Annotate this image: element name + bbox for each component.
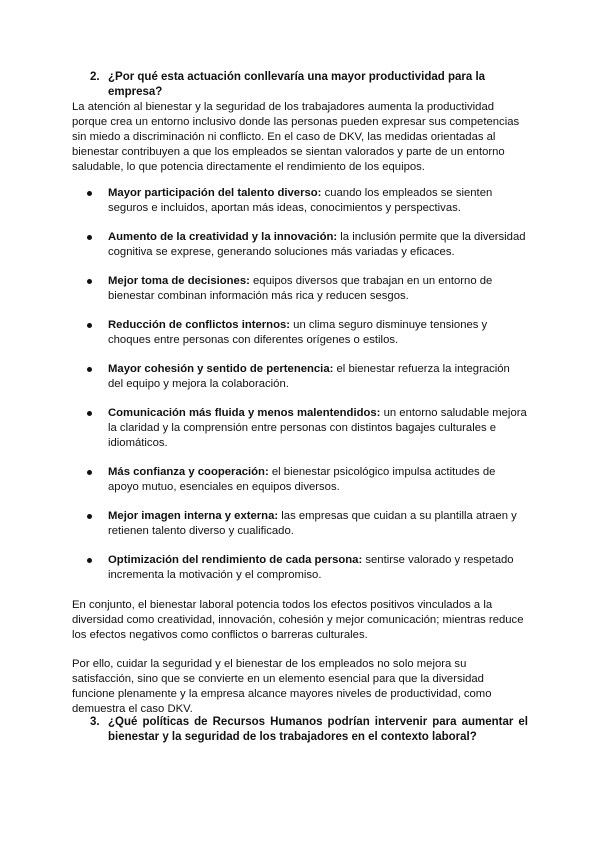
bullet-text: las empresas que cuidan a su plantilla atraen y retienen talento diverso y cualificado. xyxy=(108,510,517,537)
intro-paragraph: La atención al bienestar y la seguridad de los trabajadores aumenta la productividad porque crea un entorno inclusivo donde las personas pueden expresar sus competencias sin miedo a discriminación ni conflicto. En el caso de DKV, las medidas orientadas al bienestar contribuyen a que los empleados se sientan valorados y parte de un entorno saludable, lo que potencia directamente el rendimiento de los equipos. xyxy=(72,101,520,173)
bullet-item xyxy=(72,362,528,392)
bullet-text: cuando los empleados se sienten seguros e incluidos, aportan más ideas, conocimientos y perspectivas. xyxy=(108,187,493,214)
bullet-dot-icon xyxy=(87,367,92,372)
bullet-list xyxy=(72,186,528,597)
bullet-dot-icon xyxy=(87,514,92,519)
bullet-item xyxy=(72,509,528,539)
bullet-dot-icon xyxy=(87,411,92,416)
bullet-dot-icon xyxy=(87,279,92,284)
bullet-item xyxy=(72,318,528,348)
bullet-title: Mejor toma de decisiones: xyxy=(108,275,250,287)
bullet-title: Aumento de la creatividad y la innovación: xyxy=(108,231,338,243)
bullet-title: Optimización del rendimiento de cada persona: xyxy=(108,554,363,566)
bullet-item xyxy=(72,465,528,495)
bullet-item xyxy=(72,553,528,583)
bullet-item xyxy=(72,406,528,451)
bullet-dot-icon xyxy=(87,323,92,328)
question-3-heading xyxy=(90,715,528,745)
bullet-text: el bienestar refuerza la integración del equipo y mejora la colaboración. xyxy=(108,363,510,390)
bullet-dot-icon xyxy=(87,558,92,563)
bullet-item xyxy=(72,186,528,216)
question-3-text: ¿Qué políticas de Recursos Humanos podrían intervenir para aumentar el bienestar y la seguridad de los trabajadores en el contexto laboral? xyxy=(108,716,528,743)
bullet-text: la inclusión permite que la diversidad cognitiva se exprese, generando soluciones más variadas y eficaces. xyxy=(108,231,526,258)
bullet-text: el bienestar psicológico impulsa actitudes de apoyo mutuo, esenciales en equipos diversos. xyxy=(108,466,496,493)
conclusion-paragraph: En conjunto, el bienestar laboral potencia todos los efectos positivos vinculados a la diversidad como creatividad, innovación, cohesión y mejor comunicación; mientras reduce los efectos negativos como conflictos o barreras culturales. xyxy=(72,599,524,641)
question-2-number: 2. xyxy=(90,71,100,83)
bullet-dot-icon xyxy=(87,235,92,240)
bullet-title: Mayor participación del talento diverso: xyxy=(108,187,322,199)
bullet-item xyxy=(72,230,528,260)
bullet-item xyxy=(72,274,528,304)
bullet-title: Mayor cohesión y sentido de pertenencia: xyxy=(108,363,334,375)
final-paragraph: Por ello, cuidar la seguridad y el bienestar de los empleados no solo mejora su satisfacción, sino que se convierte en un elemento esencial para que la diversidad funcione plenamente y la empresa alcance mayores niveles de productividad, como demuestra el caso DKV. xyxy=(72,658,492,715)
bullet-title: Comunicación más fluida y menos malentendidos: xyxy=(108,407,381,419)
bullet-title: Reducción de conflictos internos: xyxy=(108,319,291,331)
question-2-text: ¿Por qué esta actuación conllevaría una mayor productividad para la empresa? xyxy=(108,71,486,98)
bullet-text: equipos diversos que trabajan en un entorno de bienestar combinan información más rica y reducen sesgos. xyxy=(108,275,493,302)
bullet-title: Más confianza y cooperación: xyxy=(108,466,269,478)
bullet-text: un entorno saludable mejora la claridad y la comprensión entre personas con distintos bagajes culturales e idiomáticos. xyxy=(108,407,527,449)
bullet-dot-icon xyxy=(87,191,92,196)
bullet-dot-icon xyxy=(87,470,92,475)
question-2-heading xyxy=(90,70,530,100)
bullet-title: Mejor imagen interna y externa: xyxy=(108,510,279,522)
bullet-text: sentirse valorado y respetado incrementa la motivación y el compromiso. xyxy=(108,554,514,581)
bullet-text: un clima seguro disminuye tensiones y choques entre personas con diferentes orígenes o estilos. xyxy=(108,319,488,346)
question-3-number: 3. xyxy=(90,716,100,728)
